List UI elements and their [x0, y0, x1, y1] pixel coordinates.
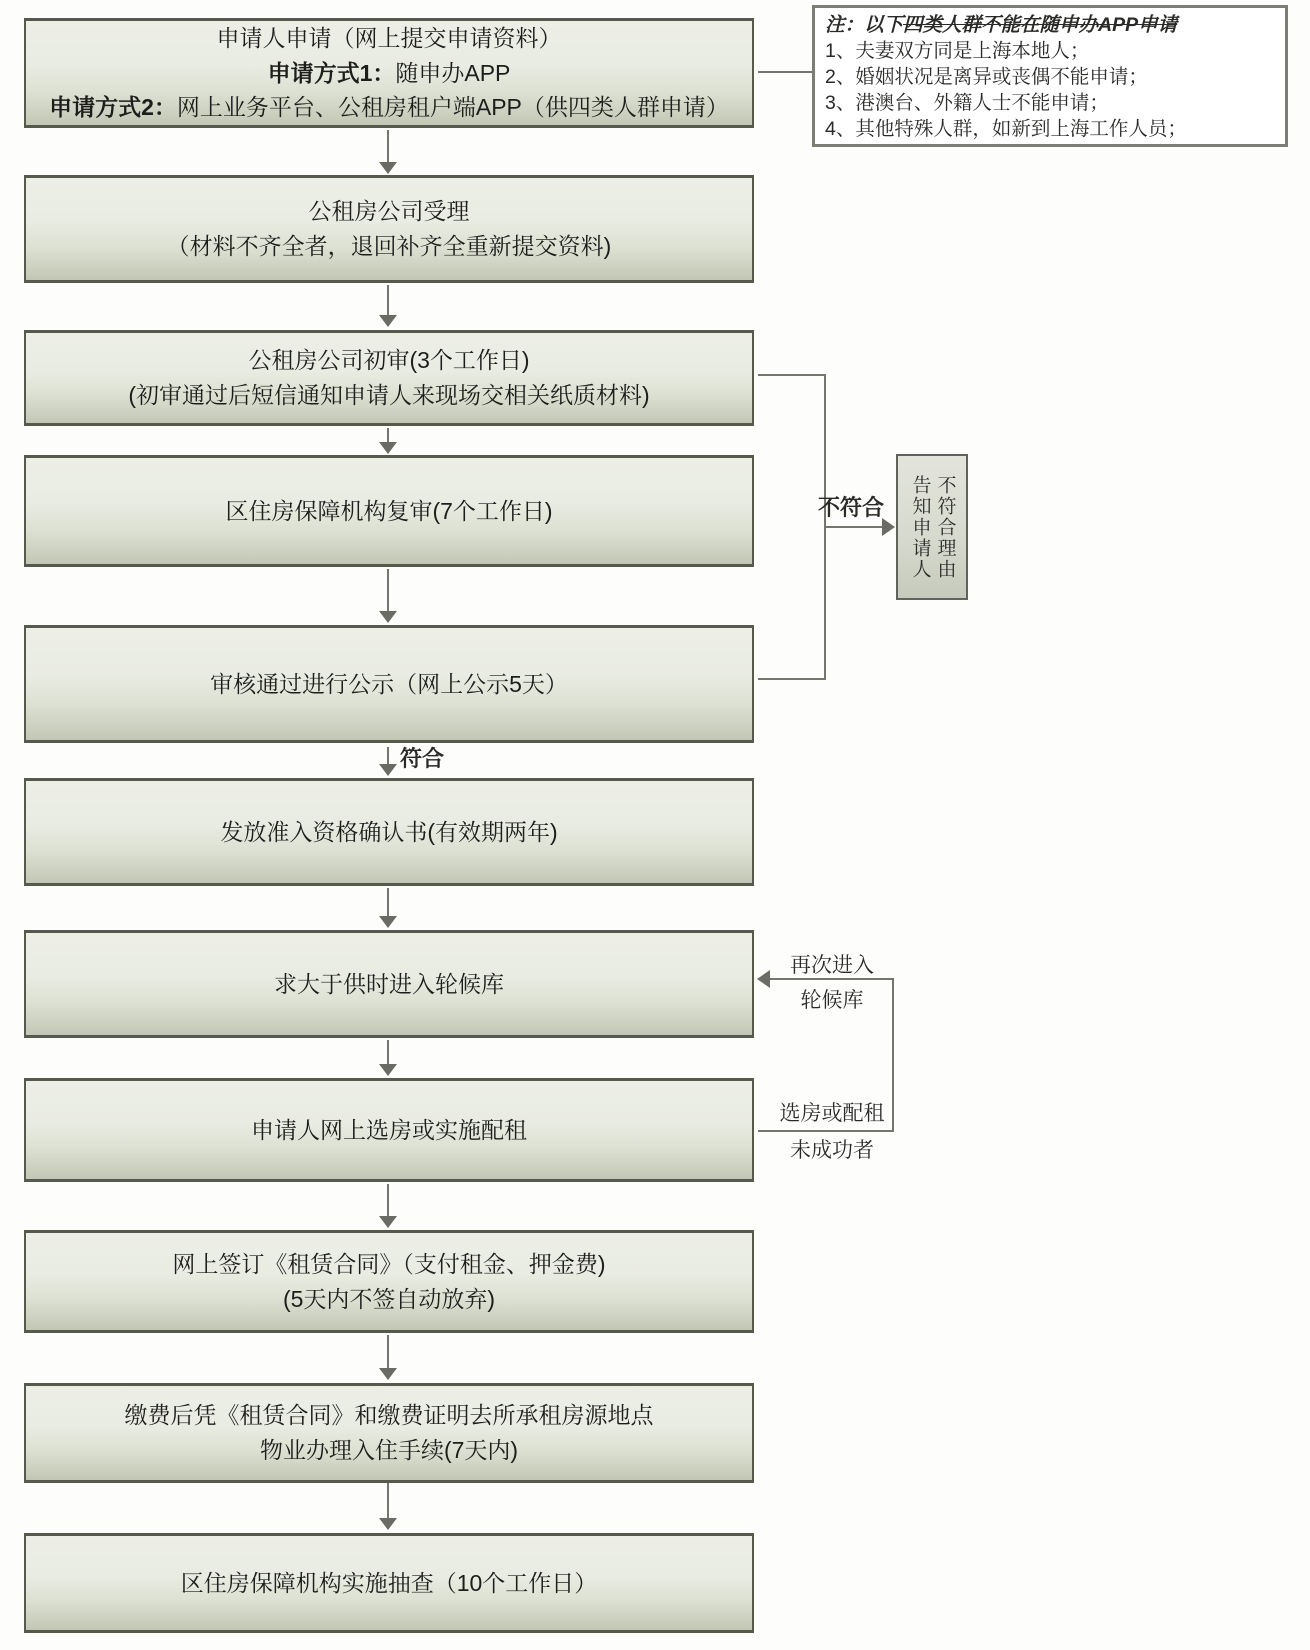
apply-method2-text: 网上业务平台、公租房租户端APP（供四类人群申请）: [176, 94, 729, 121]
loop-reenter-label-line2: 轮候库: [800, 989, 864, 1012]
arrow-down-icon: [379, 1064, 397, 1076]
notify-reject-col-left: 告知申请人: [909, 474, 931, 580]
arrow-line-10: [387, 1483, 389, 1520]
flow-step-publicity: [24, 625, 754, 743]
fail-branch-bottom-line: [758, 678, 826, 680]
arrow-down-icon: [379, 442, 397, 454]
step-publicity-line1: 审核通过进行公示（网上公示5天）: [210, 670, 568, 697]
arrow-line-4: [387, 569, 389, 613]
step-checkin-line2: 物业办理入住手续(7天内): [259, 1437, 519, 1463]
step-choose-line1: 申请人网上选房或实施配租: [251, 1116, 527, 1143]
arrow-line-7: [387, 1040, 389, 1065]
apply-method1-text: 随申办APP: [395, 59, 511, 86]
note-title-prefix: 注：以下: [825, 14, 904, 36]
flow-step-certificate: [24, 778, 754, 886]
step-accept-line2: （材料不齐全者，退回补齐全重新提交资料): [166, 233, 612, 259]
arrow-down-icon: [379, 1216, 397, 1228]
arrow-line-6: [387, 888, 389, 917]
step-checkin-line1: 缴费后凭《租赁合同》和缴费证明去所承租房源地点: [124, 1402, 654, 1429]
arrow-line-1: [387, 130, 389, 164]
arrow-down-icon: [379, 162, 397, 174]
fail-label: 不符合: [817, 495, 884, 520]
arrow-down-icon: [379, 315, 397, 327]
flow-step-choose: [24, 1078, 754, 1182]
note-title: [825, 13, 1275, 39]
note-item-1: 1、夫妻双方同是上海本地人；: [825, 39, 1090, 62]
notify-reject-col-right: 不符合理由: [934, 474, 956, 580]
flow-step-apply: [24, 18, 754, 128]
note-item-4: 4、其他特殊人群，如新到上海工作人员；: [825, 117, 1187, 140]
step-certificate-line1: 发放准入资格确认书(有效期两年): [220, 818, 558, 845]
flow-step-first-review: [24, 330, 754, 426]
arrow-line-9: [387, 1335, 389, 1369]
step-first-review-line1: 公租房公司初审(3个工作日): [248, 347, 530, 374]
note-item-2: 2、婚姻状况是离异或丧偶不能申请；: [825, 65, 1148, 88]
note-item-3: 3、港澳台、外籍人士不能申请；: [825, 91, 1109, 114]
arrow-line-2: [387, 285, 389, 317]
loop-bottom-line: [758, 1130, 894, 1132]
arrow-line-5: [387, 747, 389, 765]
fail-arrow-line: [826, 526, 882, 528]
flow-step-spotcheck: [24, 1533, 754, 1633]
arrow-line-8: [387, 1184, 389, 1217]
flow-step-waitlist: [24, 930, 754, 1038]
loop-retry-label-line2: 未成功者: [790, 1139, 874, 1162]
step-first-review-line2: (初审通过后短信通知申请人来现场交相关纸质材料): [128, 382, 650, 408]
flow-step-accept: [24, 175, 754, 283]
pass-label: 符合: [400, 746, 445, 771]
apply-method1-label: 申请方式1：: [267, 59, 396, 86]
step-apply-line1: 申请人申请（网上提交申请资料）: [216, 24, 562, 51]
arrow-down-icon: [379, 916, 397, 928]
loop-reenter-label-line1: 再次进入: [790, 954, 874, 977]
step-waitlist-line1: 求大于供时进入轮候库: [274, 970, 504, 997]
flow-step-checkin: [24, 1383, 754, 1483]
note-connector-line: [758, 71, 812, 73]
flow-step-second-review: [24, 455, 754, 567]
flow-step-notify-reject: [896, 454, 968, 600]
step-contract-line1: 网上签订《租赁合同》（支付租金、押金费): [172, 1250, 606, 1277]
arrow-down-icon: [379, 1368, 397, 1380]
step-apply-line3: [49, 90, 729, 125]
arrow-down-icon: [379, 1518, 397, 1530]
fail-branch-top-line: [758, 374, 826, 376]
step-apply-line2: [268, 56, 511, 91]
note-box: [812, 5, 1288, 147]
loop-retry-label-line1: 选房或配租: [779, 1102, 885, 1125]
note-title-emphasis: 四类人群不能在随申办APP申请: [903, 14, 1178, 36]
step-accept-line1: 公租房公司受理: [308, 198, 470, 225]
arrow-down-icon: [379, 764, 397, 776]
step-contract-line2: (5天内不签自动放弃): [282, 1285, 496, 1312]
arrow-down-icon: [379, 611, 397, 623]
step-second-review-line1: 区住房保障机构复审(7个工作日): [225, 497, 553, 524]
apply-method2-label: 申请方式2：: [49, 94, 177, 121]
arrow-left-icon: [757, 970, 770, 988]
step-spotcheck-line1: 区住房保障机构实施抽查（10个工作日）: [180, 1569, 598, 1596]
flow-step-contract: [24, 1230, 754, 1333]
